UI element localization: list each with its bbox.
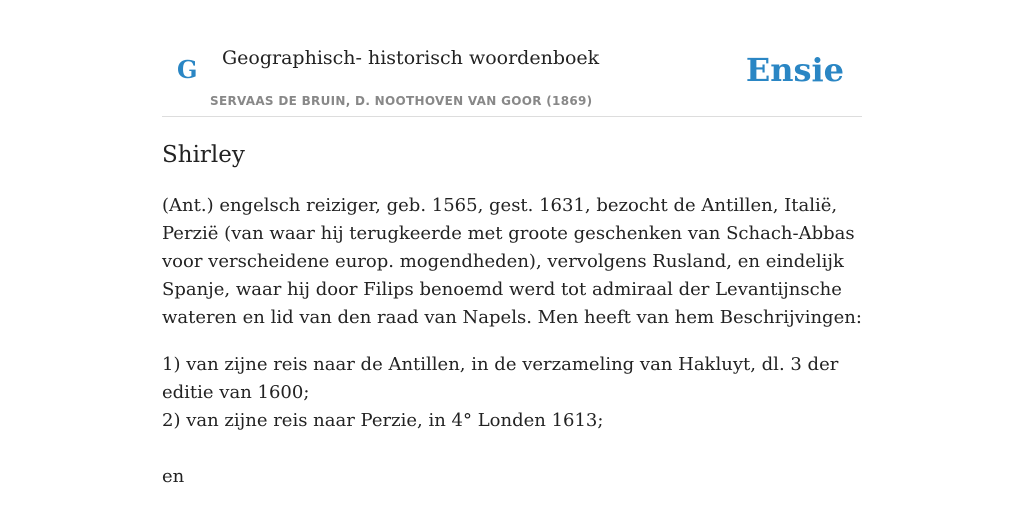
entry-content bbox=[162, 192, 862, 491]
list-item: 1) van zijne reis naar de Antillen, in de verzameling van Hakluyt, dl. 3 der editie van 1600; bbox=[162, 354, 839, 403]
entry-trailing-text: en bbox=[162, 466, 185, 487]
entry-title: Shirley bbox=[162, 142, 245, 168]
entry-list bbox=[162, 351, 862, 435]
book-header bbox=[162, 0, 862, 117]
book-logo-letter: G bbox=[177, 55, 198, 84]
ensie-logo-link[interactable]: Ensie bbox=[745, 51, 844, 89]
list-item: 2) van zijne reis naar Perzie, in 4° Londen 1613; bbox=[162, 410, 604, 431]
book-author: SERVAAS DE BRUIN, D. NOOTHOVEN VAN GOOR (1869) bbox=[210, 94, 593, 108]
entry-paragraph: (Ant.) engelsch reiziger, geb. 1565, gest. 1631, bezocht de Antillen, Italië, Perzië (van waar hij terugkeerde met groote geschenken van Schach-Abbas voor verscheidene europ. mogendheden), vervolgens Rusland, en eindelijk Spanje, waar hij door Filips benoemd werd tot admiraal der Levantijnsche wateren en lid van den raad van Napels. Men heeft van hem Beschrijvingen: bbox=[162, 195, 862, 328]
book-title[interactable]: Geographisch- historisch woordenboek bbox=[222, 47, 600, 69]
